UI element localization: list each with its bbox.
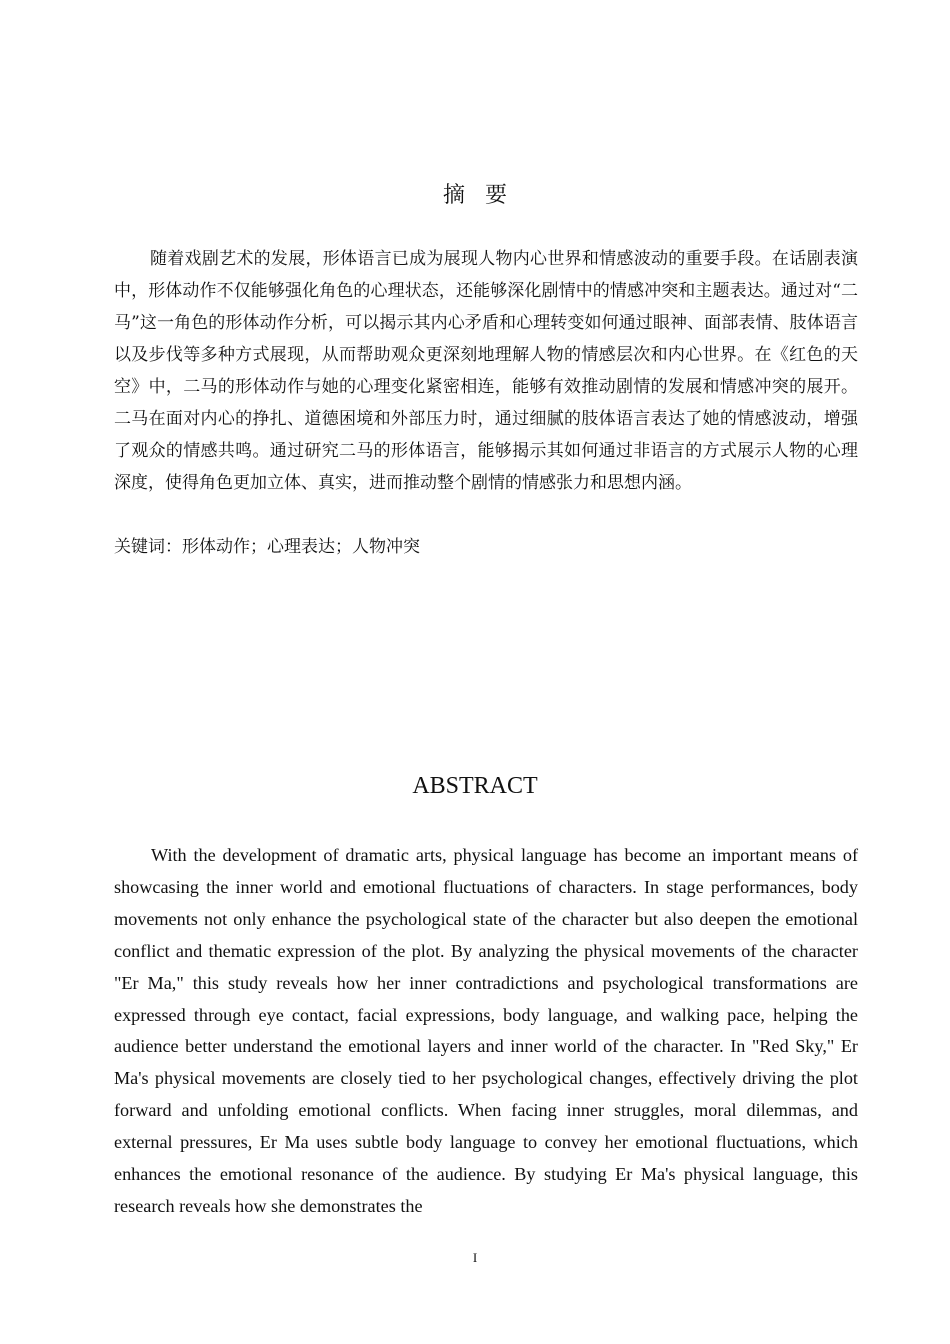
chinese-abstract-body: 随着戏剧艺术的发展，形体语言已成为展现人物内心世界和情感波动的重要手段。在话剧表演中，形体动作不仅能够强化角色的心理状态，还能够深化剧情中的情感冲突和主题表达。通过对“二马”这一角色的形体动作分析，可以揭示其内心矛盾和心理转变如何通过眼神、面部表情、肢体语言以及步伐等多种方式展现，从而帮助观众更深刻地理解人物的情感层次和内心世界。在《红色的天空》中，二马的形体动作与她的心理变化紧密相连，能够有效推动剧情的发展和情感冲突的展开。二马在面对内心的挣扎、道德困境和外部压力时，通过细腻的肢体语言表达了她的情感波动，增强了观众的情感共鸣。通过研究二马的形体语言，能够揭示其如何通过非语言的方式展示人物的心理深度，使得角色更加立体、真实，进而推动整个剧情的情感张力和思想内涵。: [114, 249, 858, 493]
chinese-keywords: [114, 531, 858, 563]
chinese-abstract-title: 摘要: [442, 183, 527, 208]
page-number: I: [472, 1250, 478, 1265]
keywords-list: 形体动作；心理表达；人物冲突: [182, 537, 420, 557]
english-abstract-title: ABSTRACT: [412, 773, 538, 799]
english-abstract-body: With the development of dramatic arts, physical language has become an important means of showcasing the inner world and emotional fluctuations of characters. In stage performances, body movements not only enhance the psychological state of the character but also deepen the emotional conflict and thematic expression of the plot. By analyzing the physical movements of the character "Er Ma," this study reveals how her inner contradictions and psychological transformations are expressed through eye contact, facial expressions, body language, and walking pace, helping the audience better understand the emotional layers and inner world of the character. In "Red Sky," Er Ma's physical movements are closely tied to her psychological changes, effectively driving the plot forward and unfolding emotional conflicts. When facing inner struggles, moral dilemmas, and external pressures, Er Ma uses subtle body language to convey her emotional fluctuations, which enhances the emotional resonance of the audience. By studying Er Ma's physical language, this research reveals how she demonstrates the: [114, 845, 858, 1216]
keywords-label: 关键词：: [114, 537, 182, 557]
